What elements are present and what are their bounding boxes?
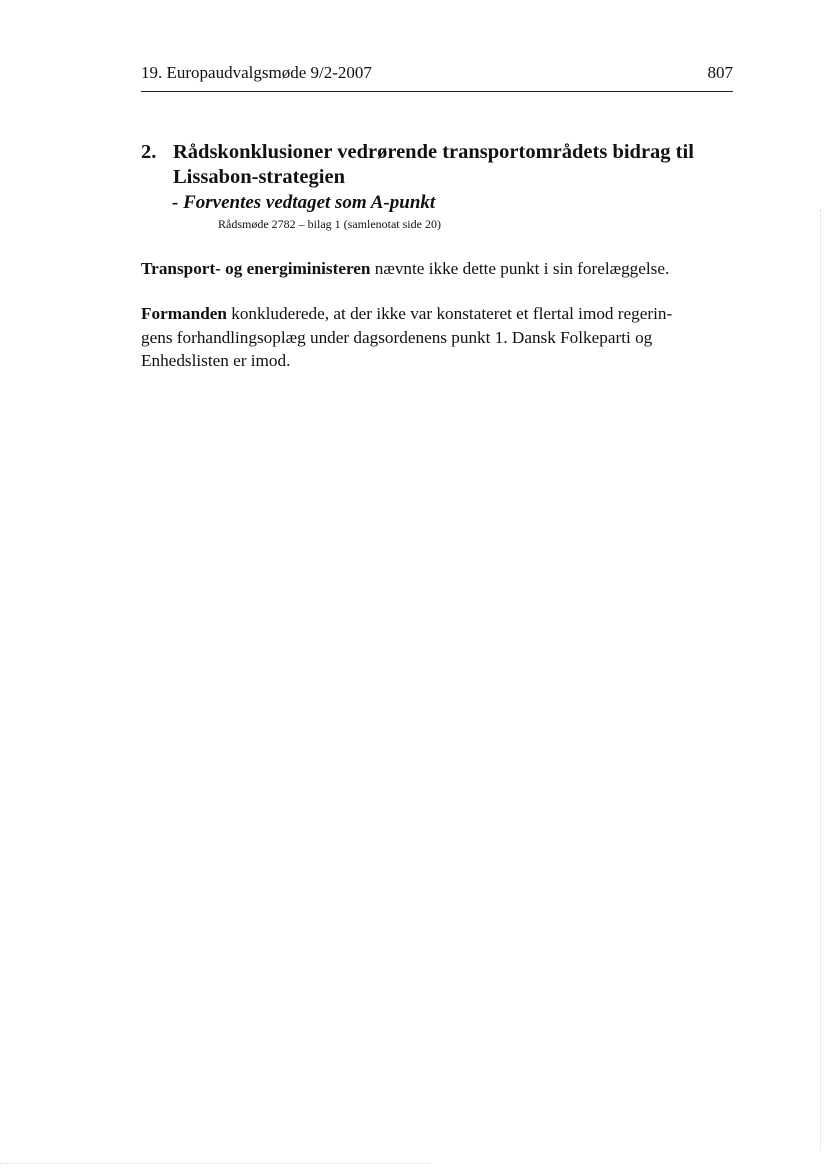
paragraph-line: gens forhandlingsoplæg under dagsordenens punkt 1. Dansk Folkeparti og [141, 327, 653, 347]
agenda-item-title [173, 140, 743, 190]
paragraph-line [141, 257, 741, 281]
running-header [141, 62, 733, 86]
agenda-item-title-line: Lissabon-strategien [173, 166, 345, 188]
scan-edge-artifact [819, 210, 821, 1150]
speaker-name: Formanden [141, 304, 227, 323]
paragraph-text: konkluderede, at der ikke var konstateret et flertal imod regerin- [226, 304, 673, 323]
speaker-name: Transport- og energiministeren [141, 259, 371, 278]
agenda-item-title-line: Rådskonklusioner vedrørende transportområdets bidrag til [173, 141, 694, 163]
agenda-item-subtitle: - Forventes vedtaget som A-punkt [172, 192, 436, 213]
paragraph-line [141, 302, 741, 326]
agenda-item-number: 2. [141, 141, 157, 163]
paragraph-line: Enhedslisten er imod. [141, 351, 291, 370]
header-divider [141, 91, 733, 92]
paragraph-text: nævnte ikke dette punkt i sin forelæggelse. [370, 259, 670, 278]
paragraph-minister [141, 257, 741, 281]
agenda-item-reference: Rådsmøde 2782 – bilag 1 (samlenotat side 20) [218, 217, 441, 231]
header-meeting-title: 19. Europaudvalgsmøde 9/2-2007 [141, 63, 372, 82]
page-number: 807 [707, 63, 733, 82]
paragraph-chairman [141, 302, 741, 373]
scan-edge-artifact [0, 1162, 430, 1164]
